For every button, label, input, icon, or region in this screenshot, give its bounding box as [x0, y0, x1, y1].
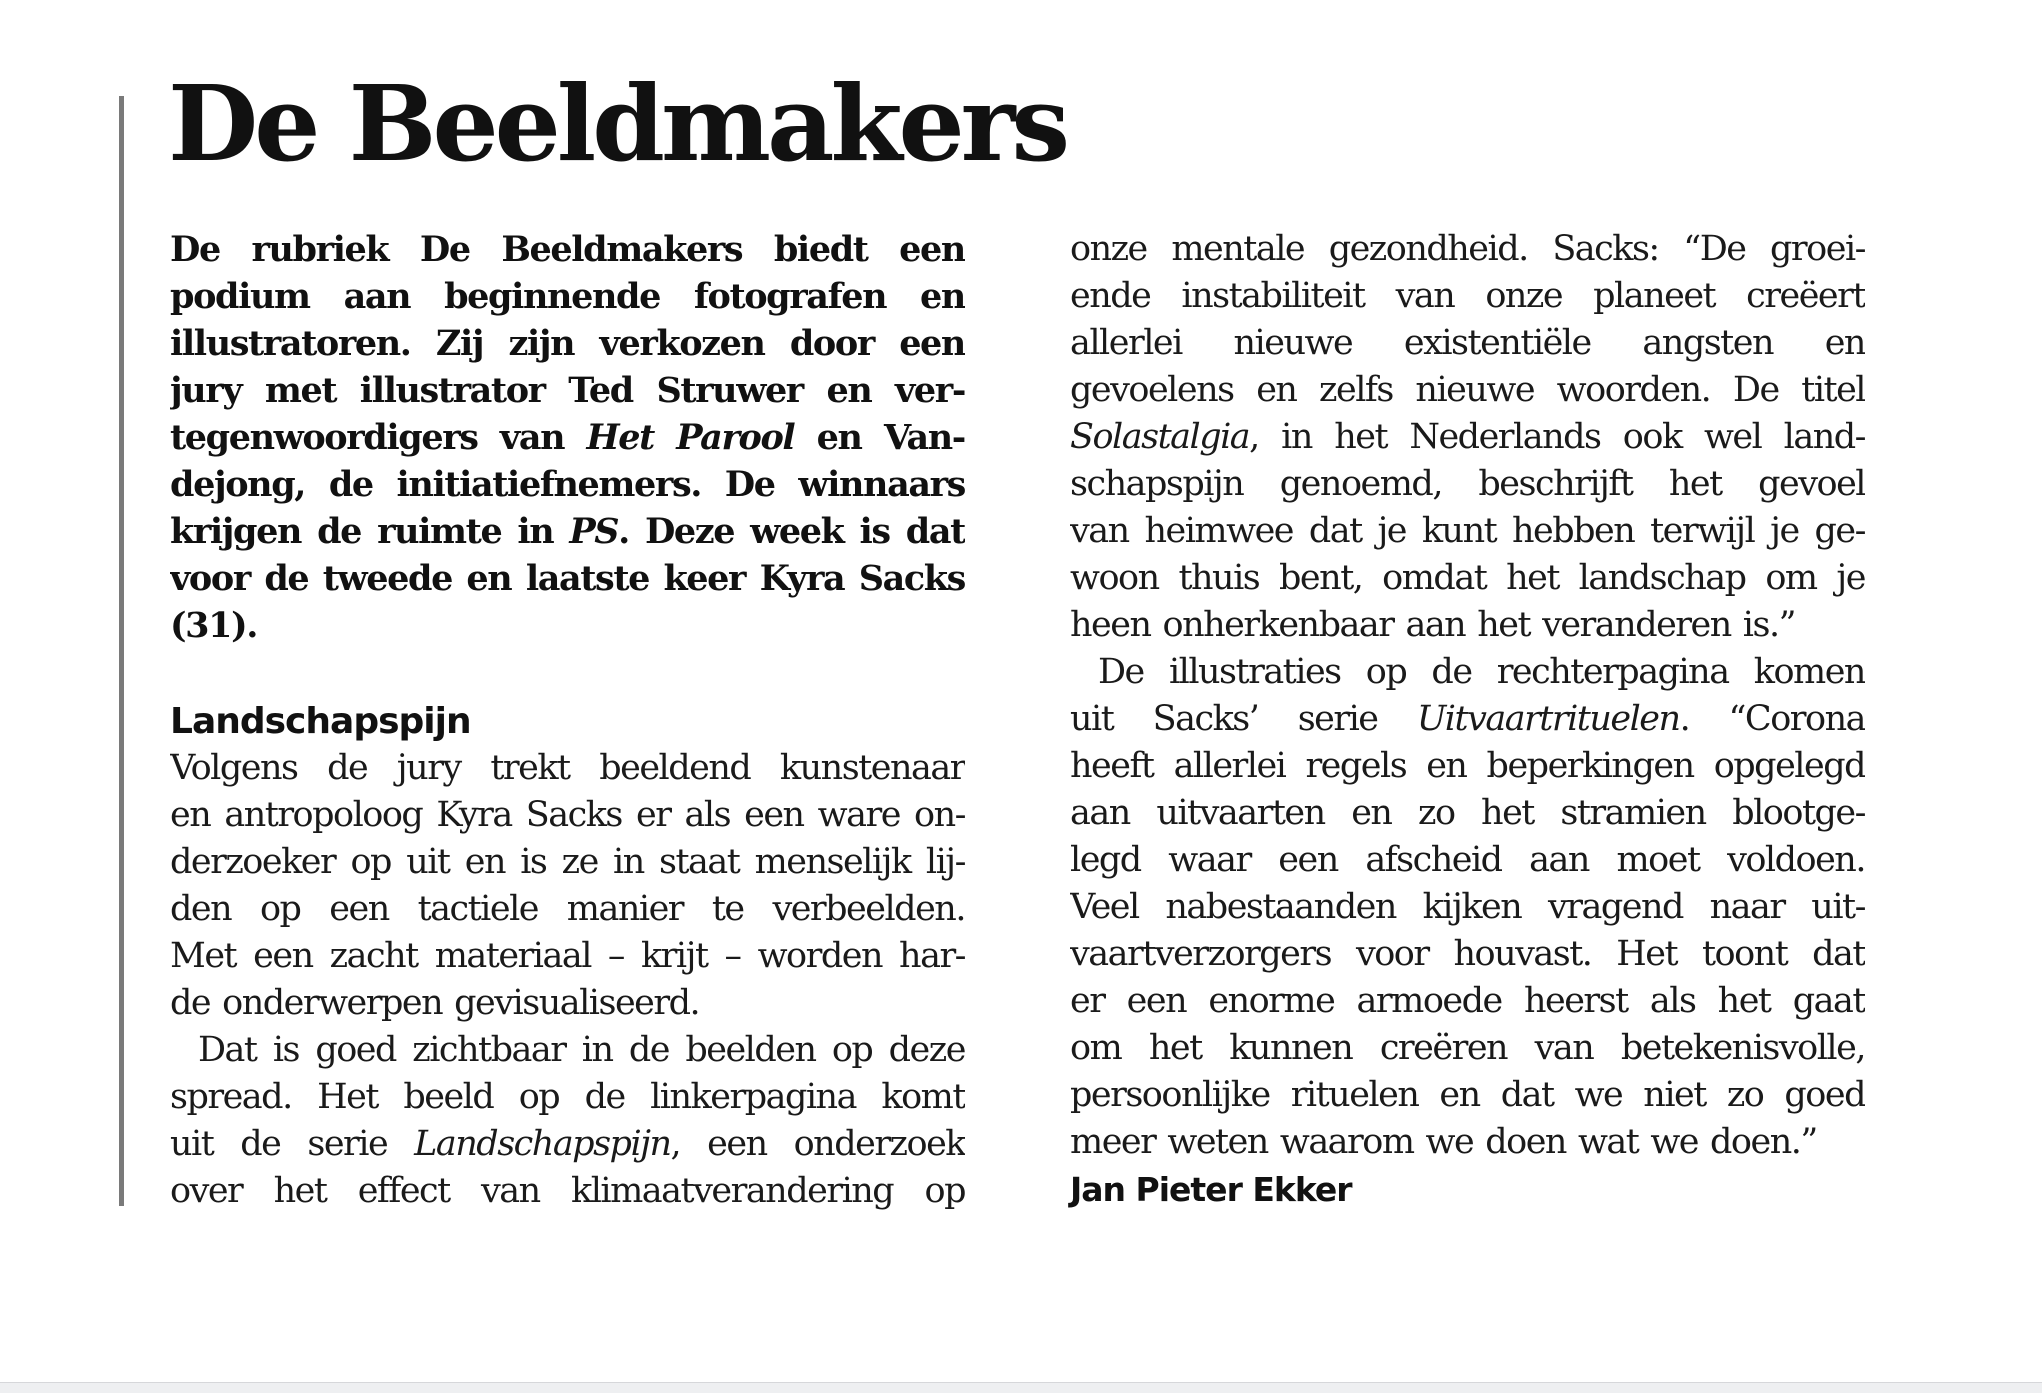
right-column [1070, 226, 1865, 1213]
text-line: den op een tactiele manier te verbeelden. [170, 889, 965, 929]
text-line: ende instabiliteit van onze planeet creëert [1070, 276, 1865, 316]
text-line: De illustraties op de rechterpagina komen [1098, 652, 1865, 692]
section-subheading: Landschapspijn [170, 701, 471, 742]
text-line: jury met illustrator Ted Struwer en ver- [170, 370, 965, 411]
text-line: er een enorme armoede heerst als het gaat [1070, 981, 1865, 1021]
column-rule [119, 96, 124, 1206]
text-line: spread. Het beeld op de linkerpagina komt [170, 1077, 965, 1117]
text-line: Dat is goed zichtbaar in de beelden op deze [198, 1030, 965, 1070]
text-line: onze mentale gezondheid. Sacks: “De groei- [1070, 229, 1865, 269]
text-line: uit de serie Landschapspijn, een onderzoek [170, 1124, 965, 1164]
author-byline: Jan Pieter Ekker [1070, 1170, 1352, 1209]
text-line: aan uitvaarten en zo het stramien blootge- [1070, 793, 1865, 833]
text-line: podium aan beginnende fotografen en [170, 276, 965, 317]
text-line: illustratoren. Zij zijn verkozen door een [170, 323, 965, 364]
text-line: heeft allerlei regels en beperkingen opgelegd [1070, 746, 1865, 786]
text-line: heen onherkenbaar aan het veranderen is.” [1070, 605, 1795, 645]
text-line: woon thuis bent, omdat het landschap om je [1070, 558, 1865, 598]
text-line: meer weten waarom we doen wat we doen.” [1070, 1122, 1817, 1162]
text-line: derzoeker op uit en is ze in staat menselijk lij- [170, 842, 965, 882]
intro-paragraph [170, 226, 965, 649]
right-body-text [1070, 226, 1865, 1166]
text-line: van heimwee dat je kunt hebben terwijl je ge- [1070, 511, 1865, 551]
text-line: dejong, de initiatiefnemers. De winnaars [170, 464, 965, 505]
viewer-bottom-bar [0, 1382, 2042, 1393]
text-line: schapspijn genoemd, beschrijft het gevoel [1070, 464, 1865, 504]
text-line: gevoelens en zelfs nieuwe woorden. De titel [1070, 370, 1865, 410]
text-line: over het effect van klimaatverandering op [170, 1171, 965, 1211]
text-line: vaartverzorgers voor houvast. Het toont dat [1070, 934, 1865, 974]
text-line: tegenwoordigers van Het Parool en Van- [170, 417, 965, 458]
text-line: de onderwerpen gevisualiseerd. [170, 983, 700, 1023]
text-line: persoonlijke rituelen en dat we niet zo goed [1070, 1075, 1865, 1115]
text-line: krijgen de ruimte in PS. Deze week is dat [170, 511, 965, 552]
text-line: Solastalgia, in het Nederlands ook wel land- [1070, 417, 1865, 457]
article-title: De Beeldmakers [168, 62, 1067, 185]
text-line: om het kunnen creëren van betekenisvolle, [1070, 1028, 1865, 1068]
left-body-text [170, 745, 965, 1215]
text-line: uit Sacks’ serie Uitvaartrituelen. “Corona [1070, 699, 1865, 739]
text-line: allerlei nieuwe existentiële angsten en [1070, 323, 1865, 363]
text-line: legd waar een afscheid aan moet voldoen. [1070, 840, 1865, 880]
text-line: Veel nabestaanden kijken vragend naar uit- [1070, 887, 1865, 927]
text-line: voor de tweede en laatste keer Kyra Sacks [170, 558, 965, 599]
text-line: Volgens de jury trekt beeldend kunstenaar [170, 748, 965, 788]
text-line: (31). [170, 605, 258, 646]
text-line: Met een zacht materiaal – krijt – worden har- [170, 936, 965, 976]
left-column [170, 226, 965, 1215]
text-line: De rubriek De Beeldmakers biedt een [170, 229, 965, 270]
text-line: en antropoloog Kyra Sacks er als een ware on- [170, 795, 965, 835]
